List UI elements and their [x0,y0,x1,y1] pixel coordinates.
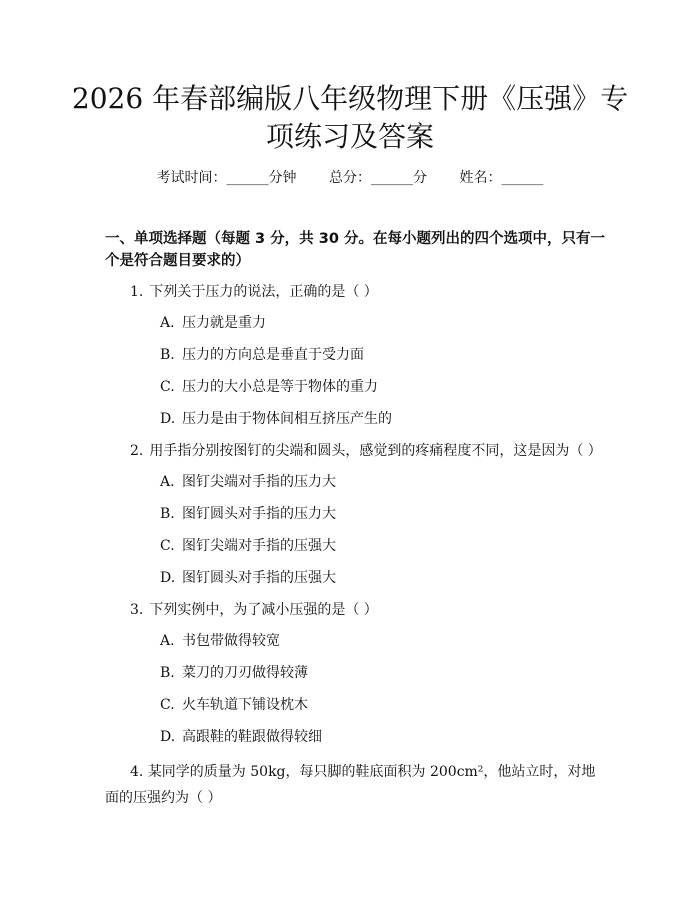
option-text: 菜刀的刀刃做得较薄 [182,665,308,681]
option-text: 高跟鞋的鞋跟做得较细 [182,729,322,745]
question-number: 3. [130,602,144,618]
document-title [60,80,640,156]
question-2-option-c [160,536,336,556]
question-4 [105,759,608,811]
student-name-field [459,170,543,186]
question-2-option-d [160,568,336,588]
question-2-option-a [160,472,336,492]
option-text: 压力的方向总是垂直于受力面 [182,347,364,363]
option-text: 压力是由于物体间相互挤压产生的 [182,411,392,427]
question-1-option-a [160,313,266,333]
question-text: 用手指分别按图钉的尖端和圆头，感觉到的疼痛程度不同，这是因为（ ） [149,443,602,459]
option-text: 图钉圆头对手指的压力大 [182,506,336,522]
question-text: 某同学的质量为 50kg，每只脚的鞋底面积为 200cm²，他站立时，对地面的压强约为（ ） [105,764,596,806]
exam-time-field [157,170,297,186]
option-text: 书包带做得较宽 [182,633,280,649]
option-text: 压力的大小总是等于物体的重力 [182,379,378,395]
option-letter: D. [160,729,176,745]
student-name-blank: ______ [501,170,544,186]
option-letter: D. [160,570,176,586]
question-2 [130,440,602,462]
option-text: 图钉圆头对手指的压强大 [182,570,336,586]
question-3-option-c [160,695,308,715]
question-1 [130,281,378,303]
title-line-1: 2026 年春部编版八年级物理下册《压强》专 [71,82,629,115]
option-letter: D. [160,411,176,427]
total-score-field [329,170,427,186]
question-3-option-b [160,663,308,683]
question-3 [130,599,378,621]
exam-time-unit: 分钟 [268,170,297,186]
option-letter: C. [160,379,175,395]
question-2-option-b [160,504,336,524]
option-letter: C. [160,538,175,554]
option-letter: A. [160,474,175,490]
exam-time-label: 考试时间： [156,170,227,186]
exam-info-line [0,168,700,188]
option-letter: B. [160,347,175,363]
option-text: 压力就是重力 [182,315,266,331]
total-score-blank: ______ [371,170,413,186]
question-3-option-a [160,631,280,651]
option-text: 火车轨道下铺设枕木 [182,697,308,713]
question-1-option-c [160,377,378,397]
question-number: 4. [130,764,144,780]
section-heading-single-choice: 一、单项选择题（每题 3 分，共 30 分。在每小题列出的四个选项中，只有一个是符合题目要求的） [105,231,605,269]
option-letter: B. [160,665,175,681]
student-name-label: 姓名： [459,170,502,186]
option-text: 图钉尖端对手指的压强大 [182,538,336,554]
question-number: 2. [130,443,144,459]
exam-time-blank: ______ [226,170,269,186]
question-text: 下列关于压力的说法，正确的是（ ） [149,284,378,300]
total-score-unit: 分 [413,170,427,186]
option-letter: B. [160,506,175,522]
option-text: 图钉尖端对手指的压力大 [182,474,336,490]
option-letter: C. [160,697,175,713]
question-number: 1. [130,284,144,300]
question-text: 下列实例中，为了减小压强的是（ ） [149,602,378,618]
question-1-option-b [160,345,364,365]
option-letter: A. [160,315,175,331]
title-line-2: 项练习及答案 [265,120,434,153]
total-score-label: 总分： [329,170,371,186]
question-1-option-d [160,409,392,429]
question-3-option-d [160,727,322,747]
option-letter: A. [160,633,175,649]
